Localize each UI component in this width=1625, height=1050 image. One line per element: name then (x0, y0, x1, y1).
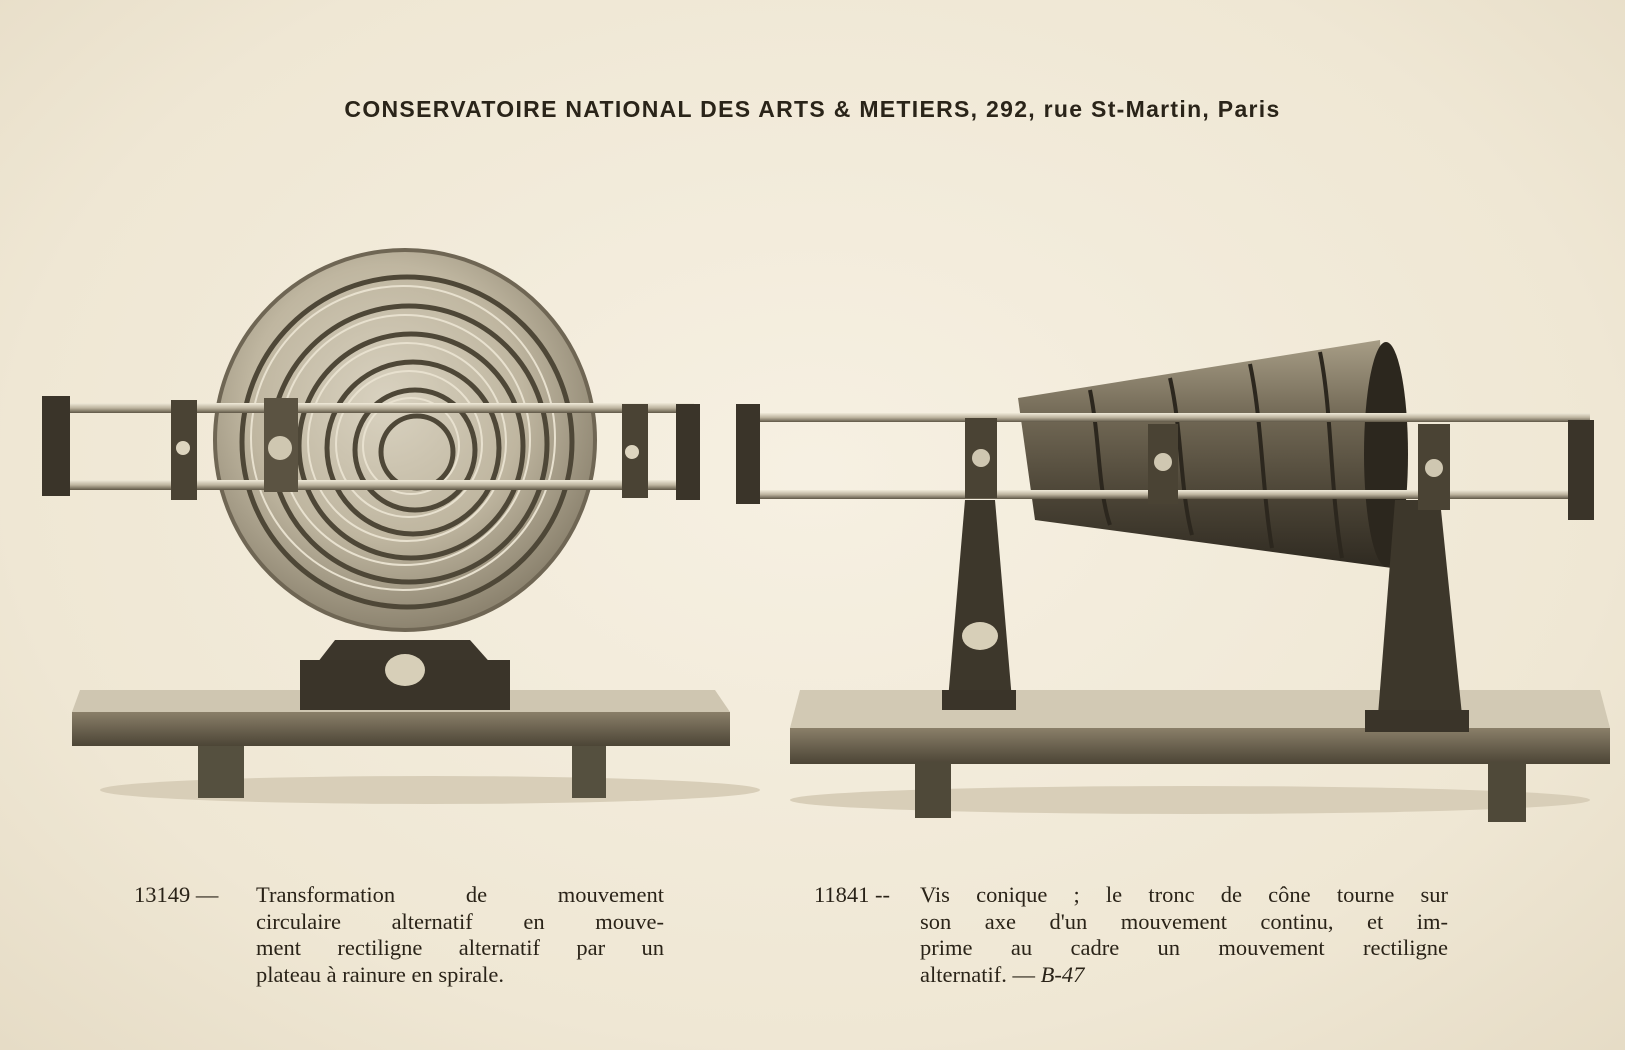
caption-number: 13149 — (134, 882, 219, 907)
caption-line: son axe d'un mouvement continu, et im- (920, 908, 1448, 934)
caption-line: ment rectiligne alternatif par un (256, 935, 664, 960)
conical-screw-model (736, 340, 1610, 822)
caption-conical-screw (814, 882, 1454, 992)
caption-line: prime au cadre un mouvement rectiligne (920, 935, 1448, 960)
caption-line: plateau à rainure en spirale. (256, 961, 504, 987)
caption-line: alternatif. — (920, 961, 1035, 987)
caption-line: Vis conique ; le tronc de cône tourne sur (920, 882, 1448, 907)
reference-code: B-47 (1040, 961, 1085, 987)
caption-text (920, 882, 1448, 988)
spiral-plate-model (42, 250, 760, 804)
caption-line: circulaire alternatif en mouve- (256, 908, 664, 934)
postcard-header: CONSERVATOIRE NATIONAL DES ARTS & METIERS, 292, rue St-Martin, Paris (344, 96, 1281, 122)
caption-spiral-plate (134, 882, 674, 992)
caption-number: 11841 -- (814, 882, 891, 907)
caption-last-line (920, 962, 1448, 989)
caption-line: Transformation de mouvement (256, 882, 664, 907)
caption-text (256, 882, 664, 988)
